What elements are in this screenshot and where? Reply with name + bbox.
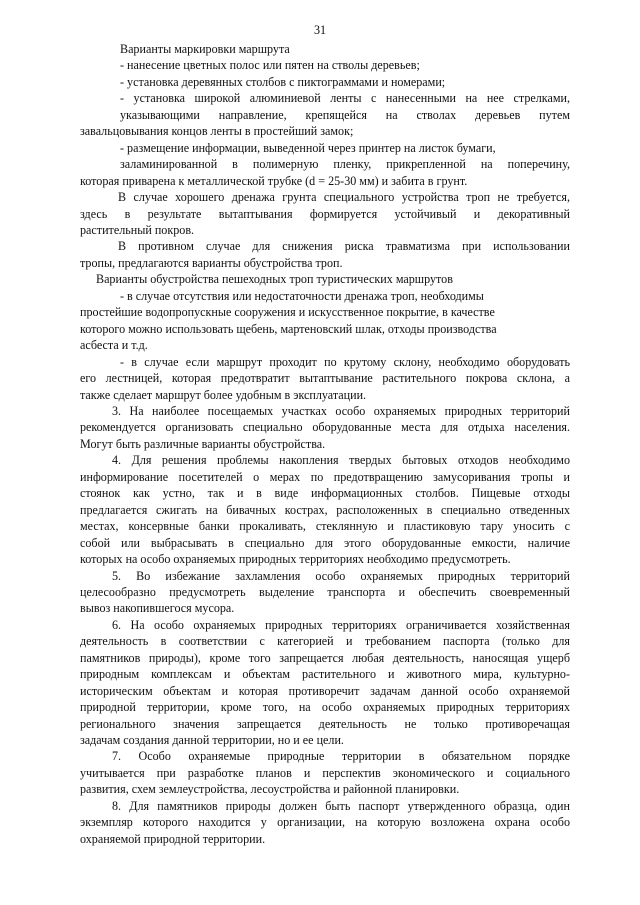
- text-line: целесообразно предусмотреть выделение транспорта и обеспечить своевременный: [80, 584, 570, 599]
- text-line: - размещение информации, выведенной через принтер на листок бумаги,: [120, 140, 496, 155]
- text-line: природным комплексам и объектам растительного и животного мира, культурно-: [80, 667, 570, 682]
- text-line: информирование посетителей о мерах по предотвращению замусоривания тропы и: [80, 469, 570, 484]
- text-line: 7. Особо охраняемые природные территории в обязательном порядке: [112, 749, 570, 764]
- text-line: указывающими направление, крепящейся на стволах деревьев путем: [120, 107, 570, 122]
- text-line: стоянок как устно, так и в виде информационных столбов. Пищевые отходы: [80, 486, 570, 501]
- text-line: местах, консервные банки прокаливать, стеклянную и пластиковую тару уносить с: [80, 519, 570, 534]
- text-line: здесь в результате вытаптывания формируется устойчивый и декоративный: [80, 206, 570, 221]
- text-line: охраняемой природной территории.: [80, 831, 266, 846]
- text-line: - в случае если маршрут проходит по крутому склону, необходимо оборудовать: [120, 354, 570, 369]
- text-line: 5. Во избежание захламления особо охраняемых природных территорий: [112, 568, 570, 583]
- text-line: простейшие водопропускные сооружения и искусственное покрытие, в качестве: [80, 305, 495, 320]
- text-line: 6. На особо охраняемых природных территориях ограничивается хозяйственная: [112, 617, 570, 632]
- text-line: тропы, предлагаются варианты обустройства троп.: [80, 255, 343, 270]
- text-line: - нанесение цветных полос или пятен на стволы деревьев;: [120, 58, 420, 73]
- text-line: природной территории, кроме того, на особо охраняемых природных территориях: [80, 700, 570, 715]
- document-body: [80, 41, 570, 847]
- text-line: задачам создания данной территории, но и ее цели.: [80, 733, 344, 748]
- text-line: растительный покров.: [80, 222, 195, 237]
- text-line: развития, схем землеустройства, лесоустройства и районной планировки.: [80, 782, 460, 797]
- text-line: предлагается сжигать на бивачных кострах, расположенных в специально отведенных: [80, 502, 570, 517]
- text-line: которого можно использовать щебень, мартеновский шлак, отходы производства: [80, 321, 497, 336]
- text-line: 4. Для решения проблемы накопления твердых бытовых отходов необходимо: [112, 453, 570, 468]
- text-line: 8. Для памятников природы должен быть паспорт утвержденного образца, один: [112, 798, 570, 813]
- text-line: его лестницей, которая предотвратит вытаптывание растительного покрова склона, а: [80, 371, 570, 386]
- text-line: В случае хорошего дренажа грунта специального устройства троп не требуется,: [118, 190, 570, 205]
- text-line: - в случае отсутствия или недостаточности дренажа троп, необходимы: [120, 288, 484, 303]
- text-line: которая приварена к металлической трубке (d = 25-30 мм) и забита в грунт.: [80, 173, 468, 188]
- text-line: В противном случае для снижения риска травматизма при использовании: [118, 239, 570, 254]
- text-line: рекомендуется организовать специально оборудованные места для отдыха населения.: [80, 420, 570, 435]
- page-number: 31: [313, 23, 327, 37]
- text-line: которых на особо охраняемых природных территориях необходимо предусмотреть.: [80, 552, 511, 567]
- text-line: заламинированной в полимерную пленку, прикрепленной на поперечину,: [120, 157, 570, 172]
- text-line: также сделает маршрут более удобным в эксплуатации.: [80, 387, 367, 402]
- text-line: асбеста и т.д.: [80, 338, 148, 353]
- text-line: - установка деревянных столбов с пиктограммами и номерами;: [120, 74, 446, 89]
- text-line: учитывается при разработке планов и перспектив экономического и социального: [80, 765, 570, 780]
- text-line: собой или выбрасывать в специально для этого оборудованные емкости, наличие: [80, 535, 570, 550]
- text-line: вывоз накопившегося мусора.: [80, 601, 235, 616]
- text-line: Могут быть различные варианты обустройства.: [80, 436, 326, 451]
- text-line: - установка широкой алюминиевой ленты с нанесенными на нее стрелками,: [120, 91, 570, 106]
- text-line: памятников природы), кроме того запрещается любая деятельность, наносящая ущерб: [80, 650, 570, 665]
- text-line: Варианты обустройства пешеходных троп туристических маршрутов: [96, 272, 453, 287]
- text-line: регионального значения запрещается деятельность не только противоречащая: [80, 716, 570, 731]
- text-line: деятельность в соответствии с категорией и требованием паспорта (только для: [80, 634, 570, 649]
- text-line: историческим объектам и которая противоречит задачам данной особо охраняемой: [80, 683, 570, 698]
- text-line: экземпляр которого находится у организации, на которую возложена охрана особо: [80, 815, 570, 830]
- text-line: 3. На наиболее посещаемых участках особо охраняемых природных территорий: [112, 403, 570, 418]
- text-line: завальцовывания концов ленты в простейший замок;: [80, 124, 354, 139]
- text-line: Варианты маркировки маршрута: [120, 42, 290, 56]
